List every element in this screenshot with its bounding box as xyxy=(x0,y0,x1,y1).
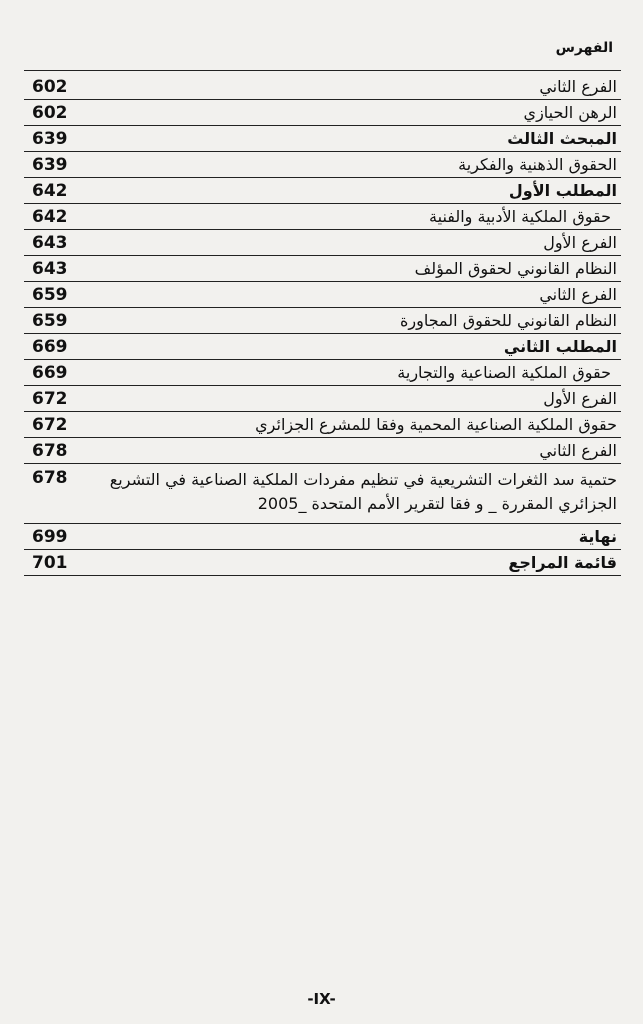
toc-row xyxy=(24,230,621,256)
toc-row xyxy=(24,524,621,550)
toc-page-number: 669 xyxy=(32,336,68,357)
toc-row xyxy=(24,178,621,204)
toc-row xyxy=(24,100,621,126)
toc-page-number: 699 xyxy=(32,526,68,547)
toc-page-number: 672 xyxy=(32,388,68,409)
bleed-through-text xyxy=(30,610,613,640)
toc-entry-title: النظام القانوني لحقوق المؤلف xyxy=(414,259,617,278)
toc-entry-title: حقوق الملكية الصناعية المحمية وفقا للمشرع الجزائري xyxy=(255,415,617,434)
toc-page-number: 678 xyxy=(32,468,68,488)
toc-entry-title: حقوق الملكية الصناعية والتجارية xyxy=(397,363,611,382)
toc-row xyxy=(24,282,621,308)
toc-entry-title: حتمية سد الثغرات التشريعية في تنظيم مفردات الملكية الصناعية في التشريع الجزائري المقررة _ و فقا لتقرير الأمم المتحدة _2005 xyxy=(109,470,617,513)
toc-entry-title: الفرع الثاني xyxy=(539,77,617,96)
toc-page-number: 672 xyxy=(32,414,68,435)
toc-page-number: 669 xyxy=(32,362,68,383)
toc-page-number: 642 xyxy=(32,180,68,201)
toc-row xyxy=(24,256,621,282)
toc-row xyxy=(24,360,621,386)
toc-page-number: 659 xyxy=(32,310,68,331)
toc-page-number: 659 xyxy=(32,284,68,305)
toc-page-number: 643 xyxy=(32,232,68,253)
toc-entry-title: الفرع الأول xyxy=(543,233,617,252)
toc-entry-title: المطلب الأول xyxy=(508,181,617,200)
toc-entry-title: قائمة المراجع xyxy=(508,553,617,572)
toc-page-number: 602 xyxy=(32,76,68,97)
toc-row xyxy=(24,308,621,334)
toc-entry-title: نهاية xyxy=(578,527,617,546)
toc-entry-title: حقوق الملكية الأدبية والفنية xyxy=(429,207,611,226)
toc-row xyxy=(24,126,621,152)
toc-entry-title: الحقوق الذهنية والفكرية xyxy=(458,155,617,174)
page-header-title: الفهرس xyxy=(555,40,613,56)
toc-page-number: 642 xyxy=(32,206,68,227)
toc-page-number: 639 xyxy=(32,128,68,149)
toc-entry-title: الفرع الثاني xyxy=(539,285,617,304)
toc-row xyxy=(24,412,621,438)
toc-row xyxy=(24,74,621,100)
header-divider xyxy=(24,70,621,71)
toc-entry-title: المطلب الثاني xyxy=(503,337,617,356)
toc-page-number: 701 xyxy=(32,552,68,573)
toc-entry-title: الفرع الأول xyxy=(543,389,617,408)
toc-row xyxy=(24,204,621,230)
toc-page-number: 602 xyxy=(32,102,68,123)
toc-entry-title: الرهن الحيازي xyxy=(523,103,617,122)
toc-row xyxy=(24,334,621,360)
toc-row xyxy=(24,550,621,576)
toc-entry-title: النظام القانوني للحقوق المجاورة xyxy=(400,311,617,330)
toc-row xyxy=(24,464,621,524)
toc-page-number: 678 xyxy=(32,440,68,461)
toc-row xyxy=(24,152,621,178)
toc-row xyxy=(24,386,621,412)
toc-page-number: 643 xyxy=(32,258,68,279)
page-number-footer: -IX- xyxy=(307,990,336,1008)
toc-entry-title: المبحث الثالث xyxy=(507,129,617,148)
table-of-contents xyxy=(24,74,621,576)
toc-row xyxy=(24,438,621,464)
toc-entry-title: الفرع الثاني xyxy=(539,441,617,460)
toc-page-number: 639 xyxy=(32,154,68,175)
